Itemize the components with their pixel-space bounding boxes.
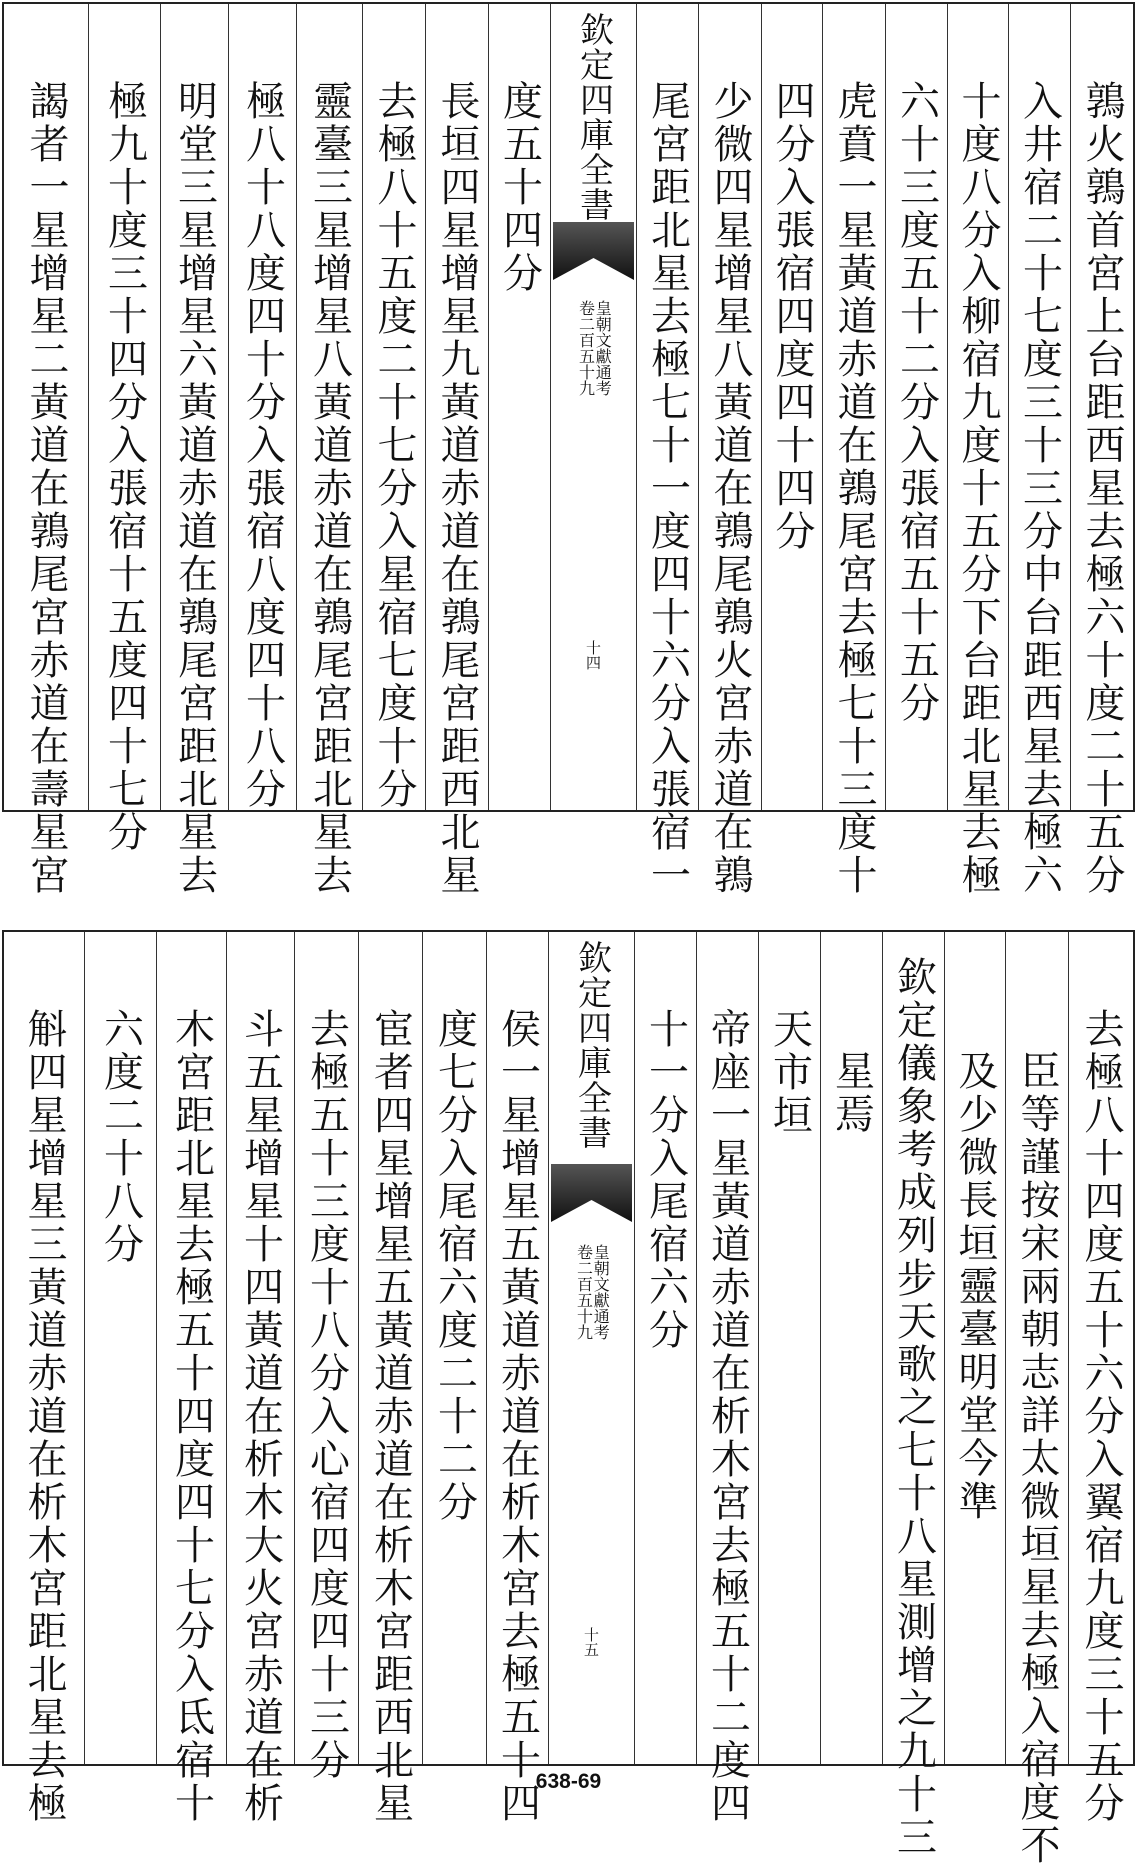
- text-column: [358, 932, 422, 1825]
- center-column: [550, 4, 636, 810]
- column-text: 少微四星增星八黃道在鶉尾鶉火宮赤道在鶉: [707, 80, 753, 897]
- text-column: [947, 4, 1008, 897]
- text-column: [156, 932, 226, 1825]
- text-column: [362, 4, 425, 810]
- column-text: 欽定儀象考成列步天歌之七十八星測增之九十三: [890, 956, 937, 1859]
- footer-page-code: 638-69: [535, 1770, 602, 1793]
- source-label: 皇朝文獻通考 卷二百五十九: [576, 300, 613, 396]
- column-text: 星焉: [828, 1050, 875, 1136]
- text-column: [294, 932, 358, 1782]
- text-column: [944, 932, 1005, 1764]
- text-column: [296, 4, 362, 897]
- text-column: [1008, 4, 1070, 897]
- text-column: [84, 932, 156, 1764]
- top-page-panel: [2, 2, 1135, 897]
- column-text: 去極八十五度二十七分入星宿七度十分: [371, 80, 417, 811]
- book-title: 欽定四庫全書: [573, 12, 614, 222]
- column-text: 及少微長垣靈臺明堂今準: [952, 1050, 998, 1523]
- page-number: 十五: [582, 1627, 600, 1657]
- text-column: [4, 932, 84, 1825]
- text-column: [885, 4, 947, 810]
- column-text: 虎賁一星黃道赤道在鶉尾宮去極七十三度十: [831, 80, 877, 897]
- text-column: [698, 4, 761, 897]
- column-text: 去極五十三度十八分入心宿四度四十三分: [303, 1008, 350, 1782]
- fishtail-mark: [551, 1164, 632, 1222]
- text-column: [696, 932, 758, 1825]
- column-text: 明堂三星增星六黃道赤道在鶉尾宮距北星去: [171, 80, 218, 897]
- column-text: 十一分入尾宿六分: [642, 1008, 689, 1352]
- text-column: [160, 4, 228, 897]
- center-column: [548, 932, 634, 1764]
- text-column: [488, 4, 550, 810]
- column-text: 極九十度三十四分入張宿十五度四十七分: [101, 80, 148, 854]
- fishtail-mark: [553, 222, 634, 280]
- column-text: 入井宿二十七度三十三分中台距西星去極六: [1016, 80, 1063, 897]
- column-text: 侯一星增星五黃道赤道在析木宮去極五十四: [494, 1008, 541, 1825]
- column-text: 去極八十四度五十六分入翼宿九度三十五分: [1078, 1008, 1124, 1825]
- text-column: [822, 4, 885, 897]
- text-column: [761, 4, 822, 810]
- text-column: [88, 4, 160, 854]
- source-label: 皇朝文獻通考 卷二百五十九: [574, 1244, 611, 1340]
- column-text: 度七分入尾宿六度二十二分: [431, 1008, 478, 1524]
- column-text: 天市垣: [766, 1008, 813, 1137]
- column-text: 帝座一星黃道赤道在析木宮去極五十二度四: [704, 1008, 751, 1825]
- column-text: 臣等謹按宋兩朝志詳太微垣星去極入宿度不: [1014, 1050, 1060, 1867]
- page-number: 十四: [584, 640, 602, 670]
- text-column: [882, 932, 944, 1859]
- column-text: 長垣四星增星九黃道赤道在鶉尾宮距西北星: [434, 80, 480, 897]
- column-text: 靈臺三星增星八黃道赤道在鶉尾宮距北星去: [306, 80, 353, 897]
- text-column: [758, 932, 820, 1764]
- column-text: 極八十八度四十分入張宿八度四十八分: [239, 80, 286, 811]
- text-column: [422, 932, 486, 1764]
- column-text: 六度二十八分: [97, 1008, 144, 1266]
- column-text: 斛四星增星三黃道赤道在析木宮距北星去極: [21, 1008, 67, 1825]
- column-text: 四分入張宿四度四十四分: [769, 80, 815, 553]
- text-column: [226, 932, 294, 1825]
- column-text: 鶉火鶉首宮上台距西星去極六十度二十五分: [1079, 80, 1125, 897]
- column-text: 宦者四星增星五黃道赤道在析木宮距西北星: [367, 1008, 414, 1825]
- text-column: [228, 4, 296, 810]
- text-column: [486, 932, 548, 1825]
- column-text: 斗五星增星十四黃道在析木大火宮赤道在析: [237, 1008, 284, 1825]
- text-column: [634, 932, 696, 1764]
- text-column: [1068, 932, 1133, 1825]
- column-text: 六十三度五十二分入張宿五十五分: [893, 80, 940, 725]
- column-text: 木宮距北星去極五十四度四十七分入氐宿十: [168, 1008, 215, 1825]
- text-column: [425, 4, 488, 897]
- column-text: 尾宮距北星去極七十一度四十六分入張宿一: [644, 80, 691, 897]
- text-column: [4, 4, 88, 897]
- text-column: [1005, 932, 1068, 1867]
- book-title: 欽定四庫全書: [571, 940, 612, 1150]
- column-text: 十度八分入柳宿九度十五分下台距北星去極: [955, 80, 1001, 897]
- column-text: 度五十四分: [496, 80, 543, 295]
- text-column: [636, 4, 698, 897]
- text-column: [820, 932, 882, 1764]
- text-column: [1070, 4, 1133, 897]
- column-text: 謁者一星增星二黃道在鶉尾宮赤道在壽星宮: [23, 80, 69, 897]
